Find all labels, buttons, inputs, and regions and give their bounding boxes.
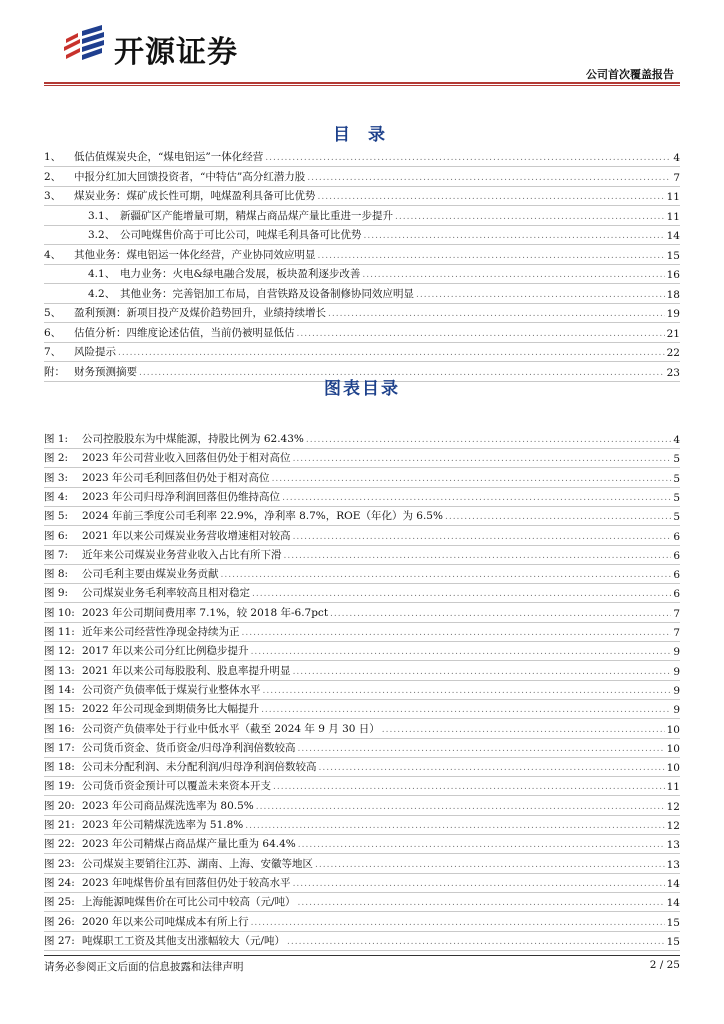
figure-entry[interactable] (44, 525, 680, 546)
entry-title: 2023 年吨煤售价虽有回落但仍处于较高水平 (82, 876, 291, 889)
dot-leader (282, 492, 671, 504)
footer-disclaimer: 请务必参阅正文后面的信息披露和法律声明 (44, 961, 244, 973)
entry-title: 近年来公司煤炭业务营业收入占比有所下滑 (82, 548, 282, 561)
figure-entry[interactable] (44, 891, 680, 912)
entry-number: 图 3: (44, 471, 69, 484)
entry-number: 图 27: (44, 934, 75, 947)
entry-number: 图 23: (44, 857, 75, 870)
entry-number: 图 11: (44, 626, 75, 638)
entry-title: 2023 年公司精煤洗选率为 51.8% (82, 819, 244, 831)
toc-entry[interactable] (44, 341, 680, 362)
entry-page: 9 (673, 646, 680, 659)
figure-entry[interactable] (44, 640, 680, 661)
toc-entry[interactable] (44, 283, 680, 304)
entry-number: 4、 (44, 248, 62, 261)
figure-entry[interactable] (44, 563, 680, 584)
entry-page: 11 (666, 781, 680, 794)
entry-title: 公司煤炭业务毛利率较高且相对稳定 (82, 587, 250, 600)
figure-entry[interactable] (44, 911, 680, 932)
brand-logo (62, 25, 262, 70)
dot-leader (272, 473, 672, 485)
dot-leader (287, 936, 665, 948)
entry-title: 估值分析：四维度论述估值，当前仍被明显低估 (74, 326, 295, 339)
entry-number: 3、 (44, 190, 62, 202)
entry-number: 2、 (44, 170, 62, 183)
entry-page: 6 (673, 569, 680, 582)
toc-title: 目 录 (333, 125, 391, 145)
entry-page: 5 (673, 472, 680, 485)
entry-number: 图 8: (44, 568, 69, 581)
dot-leader (284, 550, 672, 562)
entry-number: 图 15: (44, 703, 75, 716)
entry-title: 公司资产负债率低于煤炭行业整体水平 (82, 683, 261, 696)
entry-number: 图 14: (44, 683, 75, 696)
figure-entry[interactable] (44, 737, 680, 758)
dot-leader (362, 269, 664, 281)
figure-entry[interactable] (44, 660, 680, 681)
entry-page: 5 (673, 453, 680, 466)
entry-page: 5 (673, 491, 680, 504)
entry-number: 图 1: (44, 433, 69, 445)
entry-title: 公司资产负债率处于行业中低水平（截至 2024 年 9 月 30 日） (82, 722, 380, 735)
entry-title: 吨煤职工工资及其他支出涨幅较大（元/吨） (82, 934, 286, 947)
figure-entry[interactable] (44, 486, 680, 507)
dot-leader (364, 230, 665, 242)
entry-page: 7 (673, 607, 680, 620)
figure-entry[interactable] (44, 679, 680, 700)
entry-number: 图 2: (44, 452, 69, 465)
entry-number: 图 9: (44, 587, 69, 600)
dot-leader (416, 289, 665, 301)
entry-title: 2023 年公司商品煤洗选率为 80.5% (82, 799, 254, 812)
entry-page: 9 (673, 704, 680, 717)
entry-title: 其他业务：完善铝加工布局，自营铁路及设备制修协同效应明显 (120, 287, 414, 300)
dot-leader (251, 646, 672, 658)
entry-title: 公司货币资金、货币资金/归母净利润倍数较高 (82, 741, 296, 754)
entry-number: 图 17: (44, 741, 75, 754)
toc-entry[interactable] (44, 205, 680, 226)
report-type: 公司首次覆盖报告 (586, 68, 674, 81)
entry-number: 6、 (44, 326, 62, 339)
entry-page: 9 (673, 684, 680, 697)
entry-number: 图 12: (44, 645, 75, 658)
entry-page: 13 (666, 858, 680, 871)
entry-title: 公司毛利主要由煤炭业务贡献 (82, 568, 219, 581)
figure-entry[interactable] (44, 428, 680, 449)
entry-number: 4.1、 (88, 268, 116, 280)
dot-leader (221, 569, 672, 581)
dot-leader (242, 627, 672, 639)
figure-entry[interactable] (44, 505, 680, 526)
dot-leader (298, 897, 665, 909)
entry-title: 上海能源吨煤售价在可比公司中较高（元/吨） (82, 896, 296, 909)
entry-title: 2022 年公司现金到期债务比大幅提升 (82, 703, 260, 716)
page-header (0, 0, 724, 86)
brand-name: 开源证券 (114, 35, 238, 70)
entry-number: 7、 (44, 346, 62, 358)
entry-page: 12 (666, 820, 680, 832)
figure-entry[interactable] (44, 833, 680, 854)
entry-number: 图 10: (44, 606, 75, 619)
entry-page: 11 (666, 191, 680, 203)
figure-entry[interactable] (44, 718, 680, 739)
entry-title: 近年来公司经营性净现金持续为正 (82, 626, 240, 638)
dot-leader (298, 743, 665, 755)
entry-title: 盈利预测：新项目投产及煤价趋势回升，业绩持续增长 (74, 307, 326, 319)
toc-entry[interactable] (44, 185, 680, 206)
toc-entry[interactable] (44, 263, 680, 284)
entry-page: 15 (666, 249, 680, 262)
figure-entry[interactable] (44, 775, 680, 796)
dot-leader (256, 801, 665, 813)
header-rule (44, 82, 680, 84)
dot-leader (307, 172, 671, 184)
entry-page: 9 (673, 665, 680, 678)
dot-leader (293, 666, 672, 678)
entry-title: 新疆矿区产能增量可期，精煤占商品煤产量比重进一步提升 (120, 209, 393, 222)
entry-number: 3.1、 (88, 209, 116, 222)
dot-leader (319, 762, 665, 774)
entry-number: 3.2、 (88, 229, 116, 241)
entry-page: 15 (666, 935, 680, 948)
dot-leader (330, 608, 671, 620)
entry-number: 图 13: (44, 664, 75, 677)
entry-number: 1、 (44, 151, 62, 163)
entry-page: 10 (666, 742, 680, 755)
figure-entry[interactable] (44, 814, 680, 835)
page-number: 2 / 25 (649, 959, 680, 971)
entry-number: 图 26: (44, 915, 75, 928)
figure-entry[interactable] (44, 447, 680, 468)
entry-number: 图 18: (44, 761, 75, 774)
figure-entry[interactable] (44, 621, 680, 642)
figure-entry[interactable] (44, 853, 680, 874)
entry-title: 2023 年公司期间费用率 7.1%，较 2018 年-6.7pct (82, 606, 329, 619)
header-rule-thin (44, 85, 680, 86)
dot-leader (318, 250, 665, 262)
toc-entry[interactable] (44, 302, 680, 323)
entry-page: 6 (673, 588, 680, 601)
dot-leader (318, 191, 665, 203)
footer-rule (44, 955, 680, 956)
entry-title: 2023 年公司毛利回落但仍处于相对高位 (82, 471, 270, 484)
dot-leader (293, 531, 672, 543)
dot-leader (263, 685, 672, 697)
entry-page: 22 (666, 347, 680, 359)
figure-entry[interactable] (44, 756, 680, 777)
figure-entry[interactable] (44, 872, 680, 893)
entry-number: 图 5: (44, 510, 69, 523)
entry-page: 19 (666, 308, 680, 320)
dot-leader (265, 152, 671, 164)
figures-title: 图表目录 (324, 379, 400, 399)
entry-page: 15 (666, 916, 680, 929)
entry-page: 10 (666, 762, 680, 775)
dot-leader (293, 878, 665, 890)
entry-page: 7 (673, 171, 680, 184)
entry-title: 2024 年前三季度公司毛利率 22.9%，净利率 8.7%，ROE（年化）为 6.5% (82, 510, 443, 523)
entry-title: 2023 年公司精煤占商品煤产量比重为 64.4% (82, 838, 296, 851)
entry-title: 财务预测摘要 (74, 365, 137, 378)
entry-title: 公司未分配利润、未分配利润/归母净利润倍数较高 (82, 761, 317, 774)
entry-title: 风险提示 (74, 346, 116, 358)
dot-leader (252, 588, 671, 600)
entry-page: 6 (673, 549, 680, 562)
entry-number: 5、 (44, 307, 62, 319)
entry-page: 11 (666, 210, 680, 223)
entry-number: 图 7: (44, 548, 69, 561)
toc-entry[interactable] (44, 322, 680, 343)
entry-title: 2020 年以来公司吨煤成本有所上行 (82, 915, 249, 928)
entry-page: 23 (666, 366, 680, 379)
dot-leader (273, 781, 665, 793)
entry-page: 4 (673, 152, 680, 164)
dot-leader (395, 211, 665, 223)
figure-entry[interactable] (44, 602, 680, 623)
entry-title: 煤炭业务：煤矿成长性可期，吨煤盈利具备可比优势 (74, 190, 316, 202)
entry-title: 2023 年公司营业收入回落但仍处于相对高位 (82, 452, 291, 465)
entry-page: 13 (666, 839, 680, 852)
entry-page: 14 (666, 897, 680, 910)
toc-entry[interactable] (44, 244, 680, 265)
dot-leader (251, 917, 665, 929)
dot-leader (297, 328, 665, 340)
entry-title: 公司货币资金预计可以覆盖未来资本开支 (82, 780, 271, 793)
entry-title: 低估值煤炭央企，“煤电铝运”一体化经营 (74, 151, 264, 163)
figure-entry[interactable] (44, 930, 680, 951)
dot-leader (293, 453, 672, 465)
entry-title: 2023 年公司归母净利润回落但仍维持高位 (82, 490, 281, 503)
dot-leader (306, 434, 671, 446)
toc-entry[interactable] (44, 224, 680, 245)
entry-number: 图 21: (44, 819, 75, 831)
entry-title: 2021 年以来公司煤炭业务营收增速相对较高 (82, 529, 291, 542)
entry-number: 图 16: (44, 722, 75, 735)
dot-leader (382, 724, 665, 736)
dot-leader (445, 511, 671, 523)
entry-page: 18 (666, 288, 680, 301)
entry-page: 12 (666, 800, 680, 813)
entry-page: 7 (673, 627, 680, 639)
entry-number: 附： (44, 365, 65, 378)
entry-number: 图 20: (44, 799, 75, 812)
dot-leader (261, 704, 671, 716)
entry-number: 4.2、 (88, 287, 116, 300)
entry-number: 图 24: (44, 876, 75, 889)
figure-entry[interactable] (44, 795, 680, 816)
toc-entry[interactable] (44, 146, 680, 167)
figure-entry[interactable] (44, 698, 680, 719)
dot-leader (315, 859, 665, 871)
dot-leader (298, 839, 665, 851)
entry-page: 16 (666, 269, 680, 281)
entry-title: 2017 年以来公司分红比例稳步提升 (82, 645, 249, 658)
entry-page: 14 (666, 230, 680, 242)
dot-leader (328, 308, 665, 320)
figure-entry[interactable] (44, 582, 680, 603)
entry-title: 其他业务：煤电铝运一体化经营，产业协同效应明显 (74, 248, 316, 261)
dot-leader (118, 347, 665, 359)
toc-entry[interactable] (44, 166, 680, 187)
entry-page: 10 (666, 723, 680, 736)
entry-page: 14 (666, 877, 680, 890)
dot-leader (245, 820, 664, 832)
entry-page: 21 (666, 327, 680, 340)
brand-mark-icon (62, 25, 108, 67)
entry-number: 图 4: (44, 490, 69, 503)
entry-number: 图 25: (44, 896, 75, 909)
entry-number: 图 19: (44, 780, 75, 793)
entry-title: 公司煤炭主要销往江苏、湖南、上海、安徽等地区 (82, 857, 313, 870)
entry-page: 4 (673, 434, 680, 446)
entry-title: 公司控股股东为中煤能源，持股比例为 62.43% (82, 433, 304, 445)
entry-page: 5 (673, 511, 680, 524)
entry-number: 图 22: (44, 838, 75, 851)
entry-title: 公司吨煤售价高于可比公司，吨煤毛利具备可比优势 (120, 229, 362, 241)
entry-page: 6 (673, 530, 680, 543)
entry-title: 2021 年以来公司每股股利、股息率提升明显 (82, 664, 291, 677)
entry-title: 中报分红加大回馈投资者，“中特估”高分红潜力股 (74, 170, 306, 183)
figure-entry[interactable] (44, 467, 680, 488)
figure-entry[interactable] (44, 544, 680, 565)
entry-number: 图 6: (44, 529, 69, 542)
entry-title: 电力业务：火电&绿电融合发展，板块盈利逐步改善 (120, 268, 361, 280)
